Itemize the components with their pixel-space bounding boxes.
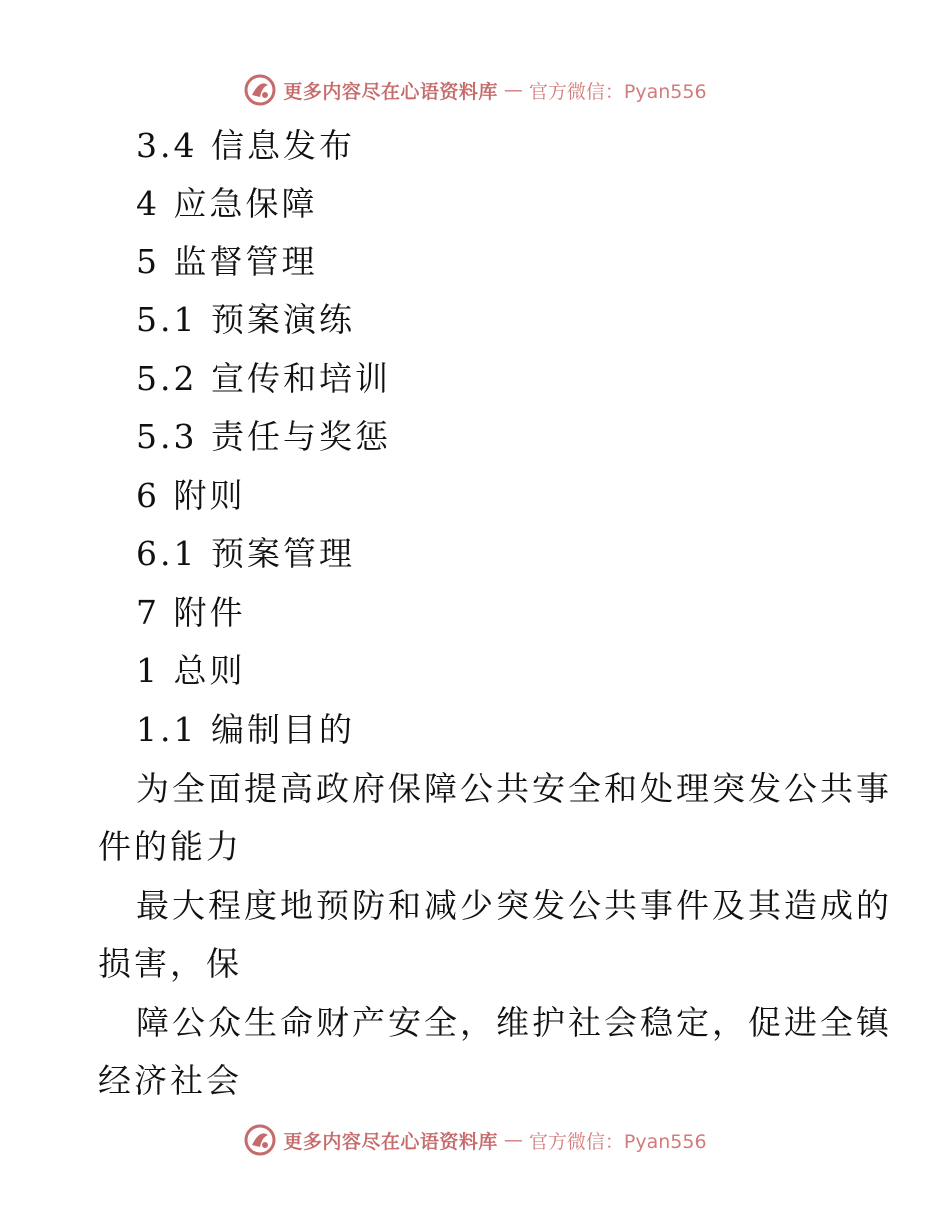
- subsection-heading: 1.1 编制目的: [136, 710, 355, 749]
- toc-line: 4 应急保障: [136, 184, 318, 223]
- toc-line: 6.1 预案管理: [136, 534, 355, 573]
- watermark-text: 更多内容尽在心语资料库: [283, 1130, 498, 1153]
- watermark-separator: —: [503, 79, 523, 101]
- paragraph-line: 障公众生命财产安全，维护社会稳定，促进全镇: [136, 1003, 892, 1042]
- section-heading: 1 总则: [136, 651, 246, 690]
- toc-line: 6 附则: [136, 476, 246, 515]
- toc-line: 5.3 责任与奖惩: [136, 417, 391, 456]
- toc-line: 7 附件: [136, 593, 246, 632]
- toc-line: 5 监督管理: [136, 242, 318, 281]
- paragraph-line: 损害，保: [98, 944, 242, 983]
- lotus-seal-icon: [243, 1123, 277, 1157]
- paragraph-line: 件的能力: [98, 827, 242, 866]
- paragraph-line: 经济社会: [98, 1061, 242, 1100]
- toc-line: 3.4 信息发布: [136, 126, 355, 165]
- watermark-text: 更多内容尽在心语资料库: [283, 80, 498, 103]
- watermark-footer: [0, 1118, 950, 1162]
- watermark-separator: —: [503, 1129, 523, 1151]
- paragraph-line: 为全面提高政府保障公共安全和处理突发公共事: [136, 769, 892, 808]
- paragraph-line: 最大程度地预防和减少突发公共事件及其造成的: [136, 886, 892, 925]
- watermark-wechat: 官方微信：Pyan556: [528, 80, 707, 103]
- watermark-wechat: 官方微信：Pyan556: [528, 1130, 707, 1153]
- toc-line: 5.1 预案演练: [136, 300, 355, 339]
- toc-line: 5.2 宣传和培训: [136, 359, 391, 398]
